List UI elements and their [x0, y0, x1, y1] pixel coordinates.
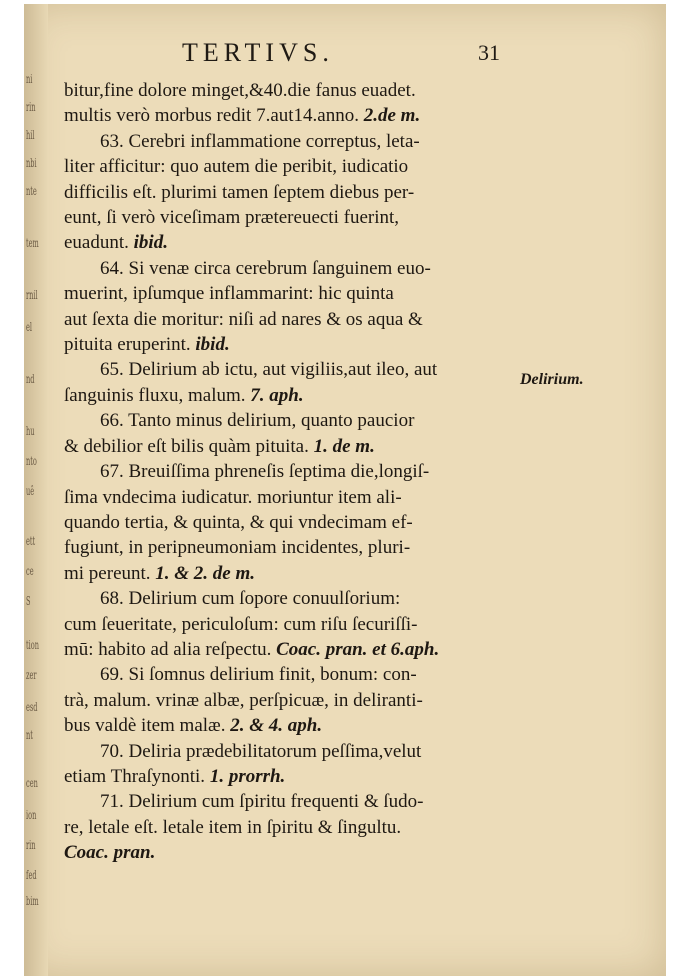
text-line: [64, 180, 524, 205]
line-text: & debilior eſt bilis quàm pituita.: [64, 435, 309, 457]
line-text: bus valdè item malæ.: [64, 715, 226, 737]
line-text: etiam Thraſynonti.: [64, 765, 206, 787]
text-line: [64, 307, 524, 332]
line-text: eunt, ſi verò viceſimam prætereuecti fuerint,: [64, 207, 400, 229]
running-head: TERTIVS.: [182, 38, 334, 67]
citation: 1. prorrh.: [209, 765, 286, 787]
text-line: [64, 789, 524, 814]
gutter-fragment: el: [26, 320, 33, 334]
text-line: [64, 154, 524, 179]
line-text: euadunt.: [64, 232, 129, 254]
line-text: 71. Delirium cum ſpiritu frequenti & ſudo-: [100, 791, 424, 813]
text-line: [64, 840, 524, 865]
line-text: 64. Si venæ circa cerebrum ſanguinem euo-: [100, 257, 431, 279]
citation: Coac. pran.: [64, 842, 156, 864]
citation: Coac. pran. et 6.aph.: [276, 638, 440, 660]
gutter-fragment: nte: [26, 184, 37, 198]
text-line: [64, 510, 524, 535]
gutter-fragment: tion: [26, 638, 39, 652]
line-text: 69. Si ſomnus delirium finit, bonum: con-: [100, 664, 417, 686]
gutter-fragment: zer: [26, 668, 37, 682]
text-line: [64, 408, 524, 433]
gutter-fragment: hil: [26, 128, 35, 142]
gutter-fragment: uê: [26, 484, 35, 498]
gutter-fragment: rnil: [26, 288, 38, 302]
line-text: 68. Delirium cum ſopore conuulſorium:: [100, 588, 401, 610]
text-line: [64, 459, 524, 484]
line-text: mū: habito ad alia reſpectu.: [64, 638, 272, 660]
gutter-fragment: nto: [26, 454, 37, 468]
citation: 1. & 2. de m.: [155, 562, 256, 584]
line-text: 66. Tanto minus delirium, quanto paucior: [100, 410, 415, 432]
line-text: quando tertia, & quinta, & qui vndecimam ef-: [64, 511, 413, 533]
text-line: [64, 485, 524, 510]
line-text: 65. Delirium ab ictu, aut vigiliis,aut ileo, aut: [100, 359, 438, 381]
gutter-fragment: nd: [26, 372, 35, 386]
gutter-fragment: cen: [26, 776, 38, 790]
gutter-fragment: S: [26, 594, 31, 608]
gutter-fragment: hu: [26, 424, 35, 438]
gutter-fragment: rin: [26, 100, 36, 114]
gutter-fragment: bim: [26, 894, 39, 908]
text-line: [64, 535, 524, 560]
page-number: 31: [478, 40, 500, 65]
gutter-fragment: tem: [26, 236, 39, 250]
gutter-fragment: ion: [26, 808, 37, 822]
text-line: [64, 78, 524, 103]
text-line: [64, 586, 524, 611]
line-text: 67. Breuiſſima phreneſis ſeptima die,longiſ-: [100, 461, 430, 483]
text-line: [64, 256, 524, 281]
text-line: [64, 129, 524, 154]
gutter-fragment: nbi: [26, 156, 37, 170]
text-line: [64, 662, 524, 687]
citation: 2. & 4. aph.: [230, 715, 323, 737]
text-line: [64, 612, 524, 637]
text-line: [64, 281, 524, 306]
gutter-fragment: fed: [26, 868, 37, 882]
text-line: [64, 688, 524, 713]
citation: 7. aph.: [250, 384, 304, 406]
text-line: [64, 357, 524, 382]
gutter-fragment: rin: [26, 838, 36, 852]
text-line: [64, 434, 524, 459]
line-text: cum ſeueritate, periculoſum: cum riſu ſecuriſſi-: [64, 613, 418, 635]
line-text: mi pereunt.: [64, 562, 151, 584]
text-line: [64, 561, 524, 586]
line-text: liter afficitur: quo autem die peribit, iudicatio: [64, 156, 409, 178]
text-body: [64, 78, 524, 866]
line-text: ſima vndecima iudicatur. moriuntur item ali-: [64, 486, 402, 508]
margin-note: Delirium.: [520, 371, 584, 388]
line-text: difficilis eſt. plurimi tamen ſeptem diebus per-: [64, 181, 415, 203]
line-text: re, letale eſt. letale item in ſpiritu & ſingultu.: [64, 816, 402, 838]
line-text: multis verò morbus redit 7.aut14.anno.: [64, 105, 359, 127]
text-line: [64, 739, 524, 764]
line-text: pituita eruperint.: [64, 334, 191, 356]
gutter-fragment: nt: [26, 728, 33, 742]
line-text: bitur,fine dolore minget,&40.die fanus euadet.: [64, 80, 416, 101]
gutter-fragment: ce: [26, 564, 34, 578]
gutter-fragment: ett: [26, 534, 36, 548]
text-line: [64, 383, 524, 408]
citation: 2.de m.: [363, 105, 421, 127]
line-text: 70. Deliria prædebilitatorum peſſima,velut: [100, 740, 422, 762]
text-line: [64, 637, 524, 662]
citation: ibid.: [133, 232, 168, 254]
text-line: [64, 815, 524, 840]
citation: ibid.: [195, 334, 230, 356]
text-line: [64, 332, 524, 357]
line-text: 63. Cerebri inflammatione correptus, leta-: [100, 130, 420, 152]
text-line: [64, 103, 524, 128]
text-line: [64, 205, 524, 230]
line-text: aut ſexta die moritur: niſi ad nares & os aqua &: [64, 308, 423, 330]
text-line: [64, 713, 524, 738]
text-line: [64, 230, 524, 255]
line-text: trà, malum. vrinæ albæ, perſpicuæ, in deliranti-: [64, 689, 423, 711]
line-text: ſanguinis fluxu, malum.: [64, 384, 246, 406]
gutter-fragment: ni: [26, 72, 33, 86]
citation: 1. de m.: [313, 435, 375, 457]
line-text: fugiunt, in peripneumoniam incidentes, pluri-: [64, 537, 411, 559]
gutter-fragment: esd: [26, 700, 38, 714]
text-line: [64, 764, 524, 789]
line-text: muerint, ipſumque inflammarint: hic quinta: [64, 283, 394, 305]
